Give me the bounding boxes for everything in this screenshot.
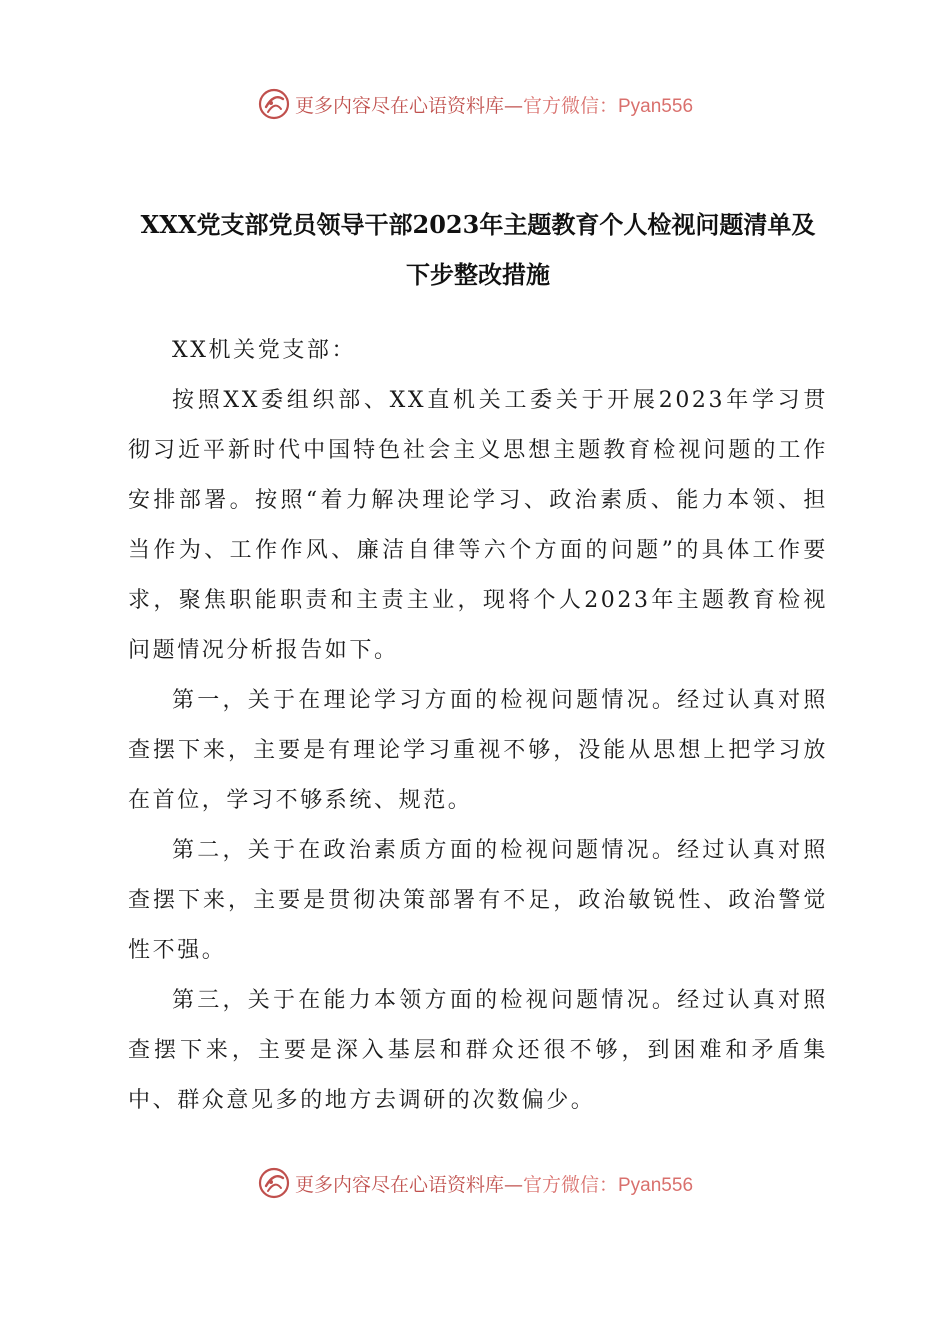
banner-main-text: 更多内容尽在心语资料库 [294, 1173, 504, 1196]
banner-text [295, 91, 693, 118]
document-title [128, 200, 828, 300]
banner-contact: Pyan556 [618, 1174, 694, 1196]
banner-dash: — [503, 1173, 523, 1196]
banner-main-text: 更多内容尽在心语资料库 [294, 94, 504, 117]
paragraph-intro: 按照XX委组织部、XX直机关工委关于开展2023年学习贯彻习近平新时代中国特色社会主义思想主题教育检视问题的工作安排部署。按照“着力解决理论学习、政治素质、能力本领、担当作为、工作作风、廉洁自律等六个方面的问题”的具体工作要求，聚焦职能职责和主责主业，现将个人2023年主题教育检视问题情况分析报告如下。 [128, 388, 828, 663]
document-body [128, 326, 828, 1126]
banner-wechat-label: 官方微信： [522, 94, 618, 117]
title-line-2: 下步整改措施 [406, 260, 550, 289]
banner-text [295, 1170, 693, 1197]
footer-watermark-banner [0, 1163, 950, 1203]
header-watermark-banner [0, 84, 950, 124]
banner-wechat-label: 官方微信： [522, 1173, 618, 1196]
banner-contact: Pyan556 [618, 95, 694, 117]
brand-logo-icon [257, 1166, 291, 1200]
salutation: XX机关党支部： [172, 338, 357, 363]
banner-dash: — [503, 94, 523, 117]
brand-logo-icon [257, 87, 291, 121]
paragraph-third: 第三，关于在能力本领方面的检视问题情况。经过认真对照查摆下来，主要是深入基层和群众还很不够，到困难和矛盾集中、群众意见多的地方去调研的次数偏少。 [128, 988, 828, 1113]
paragraph-first: 第一，关于在理论学习方面的检视问题情况。经过认真对照查摆下来，主要是有理论学习重视不够，没能从思想上把学习放在首位，学习不够系统、规范。 [128, 688, 828, 813]
title-line-1: XXX党支部党员领导干部2023年主题教育个人检视问题清单及 [140, 210, 816, 239]
paragraph-second: 第二，关于在政治素质方面的检视问题情况。经过认真对照查摆下来，主要是贯彻决策部署有不足，政治敏锐性、政治警觉性不强。 [128, 838, 828, 963]
